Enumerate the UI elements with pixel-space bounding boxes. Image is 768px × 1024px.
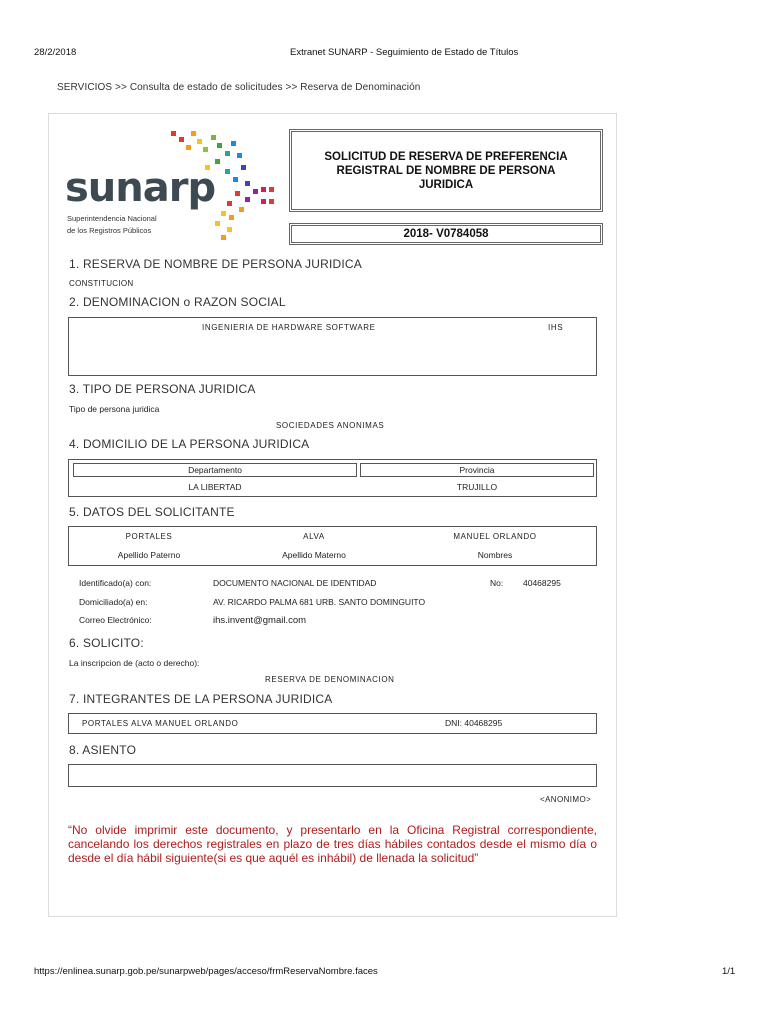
- print-date: 28/2/2018: [34, 47, 77, 58]
- logo-sub-line2: de los Registros Públicos: [67, 226, 152, 235]
- s3-value: SOCIEDADES ANONIMAS: [276, 421, 385, 430]
- s7-member: PORTALES ALVA MANUEL ORLANDO: [82, 719, 239, 728]
- s4-col2: Provincia: [360, 463, 594, 477]
- s5-dom-label: Domiciliado(a) en:: [79, 597, 148, 607]
- logo-wordmark: sunarp: [65, 165, 216, 211]
- s5-dom-value: AV. RICARDO PALMA 681 URB. SANTO DOMINGUITO: [213, 597, 426, 607]
- s4-heading: 4. DOMICILIO DE LA PERSONA JURIDICA: [69, 437, 310, 451]
- s5-mail-label: Correo Electrónico:: [79, 615, 152, 625]
- s1-value: CONSTITUCION: [69, 279, 134, 288]
- sunarp-logo: [65, 125, 285, 245]
- s5-heading: 5. DATOS DEL SOLICITANTE: [69, 505, 235, 519]
- s5-paterno-label: Apellido Paterno: [117, 550, 181, 560]
- notice-text: “No olvide imprimir este documento, y presentarlo en la Oficina Registral correspondiente, cancelando los derechos registrales en plazo de tres días hábiles contados desde el mismo día o desde el día hábil siguiente(si es que aquél es inhábil) de llenada la solicitud”: [68, 823, 597, 865]
- s4-col1: Departamento: [73, 463, 357, 477]
- s2-box: [68, 317, 597, 376]
- footer-page: 1/1: [722, 966, 736, 977]
- s8-heading: 8. ASIENTO: [69, 743, 137, 757]
- s1-heading: 1. RESERVA DE NOMBRE DE PERSONA JURIDICA: [69, 257, 362, 271]
- s5-nombres: MANUEL ORLANDO: [453, 532, 537, 541]
- s2-heading: 2. DENOMINACION o RAZON SOCIAL: [69, 295, 286, 309]
- s7-heading: 7. INTEGRANTES DE LA PERSONA JURIDICA: [69, 692, 333, 706]
- s3-label: Tipo de persona juridica: [69, 404, 160, 414]
- s7-dni: DNI: 40468295: [445, 718, 503, 728]
- request-number: 2018- V0784058: [289, 223, 603, 245]
- s2-name: INGENIERIA DE HARDWARE SOFTWARE: [202, 323, 376, 332]
- s4-box: [68, 459, 597, 497]
- form-title-box: [289, 129, 603, 212]
- footer-url: https://enlinea.sunarp.gob.pe/sunarpweb/pages/acceso/frmReservaNombre.faces: [34, 966, 378, 977]
- s7-box: [68, 713, 597, 734]
- s6-value: RESERVA DE DENOMINACION: [265, 675, 395, 684]
- s5-no-value: 40468295: [523, 578, 561, 588]
- s5-materno-label: Apellido Materno: [282, 550, 346, 560]
- s5-no-label: No:: [490, 578, 504, 588]
- s6-heading: 6. SOLICITO:: [69, 636, 144, 650]
- s8-anon: <ANONIMO>: [540, 795, 592, 804]
- form-title-line3: JURIDICA: [418, 179, 474, 191]
- s6-label: La inscripcion de (acto o derecho):: [69, 658, 200, 668]
- s8-box: [68, 764, 597, 787]
- breadcrumb: SERVICIOS >> Consulta de estado de solicitudes >> Reserva de Denominación: [57, 82, 421, 93]
- form-title-line2: REGISTRAL DE NOMBRE DE PERSONA: [336, 165, 556, 177]
- s4-val2: TRUJILLO: [456, 482, 498, 492]
- s3-heading: 3. TIPO DE PERSONA JURIDICA: [69, 382, 256, 396]
- form-title-line1: SOLICITUD DE RESERVA DE PREFERENCIA: [324, 151, 568, 163]
- s5-box: [68, 526, 597, 566]
- print-title: Extranet SUNARP - Seguimiento de Estado de Títulos: [290, 47, 519, 58]
- s5-id-label: Identificado(a) con:: [79, 578, 152, 588]
- s5-mail-value: ihs.invent@gmail.com: [213, 615, 307, 626]
- s2-abbr: IHS: [548, 323, 564, 332]
- logo-sub-line1: Superintendencia Nacional: [67, 214, 157, 223]
- s5-id-value: DOCUMENTO NACIONAL DE IDENTIDAD: [213, 578, 377, 588]
- s5-paterno: PORTALES: [125, 532, 173, 541]
- s5-materno: ALVA: [303, 532, 325, 541]
- s4-val1: LA LIBERTAD: [188, 482, 242, 492]
- s5-nombres-label: Nombres: [477, 550, 513, 560]
